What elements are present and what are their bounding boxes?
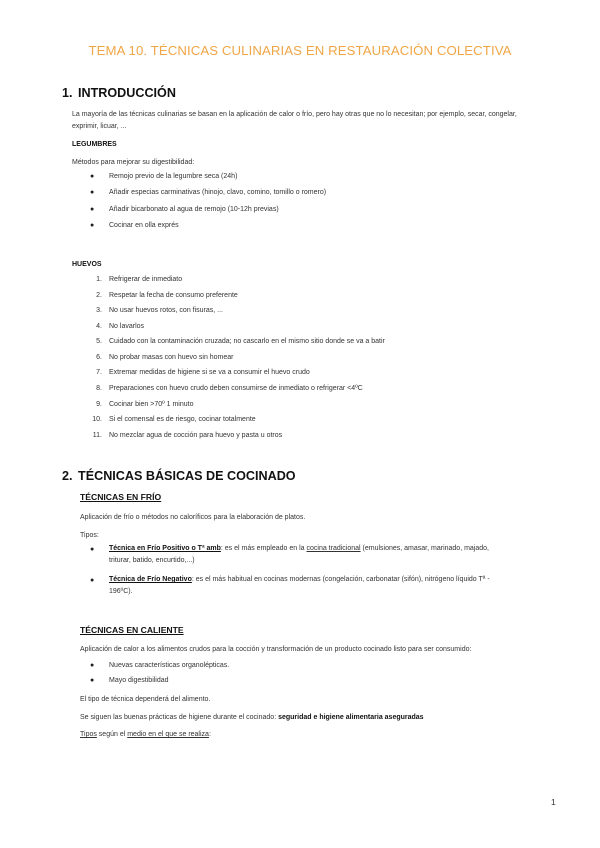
caliente-heading: TÉCNICAS EN CALIENTE bbox=[80, 625, 184, 635]
bullet: ● bbox=[90, 677, 95, 684]
caliente-p2: El tipo de técnica dependerá del alimento. bbox=[80, 696, 211, 703]
frio-heading: TÉCNICAS EN FRÍO bbox=[80, 492, 162, 502]
list-item-frio-positivo bbox=[109, 543, 530, 567]
item-text-line2: 196ºC). bbox=[109, 588, 133, 595]
list-number: 9. bbox=[96, 401, 102, 408]
p3-bold: seguridad e higiene alimentaria aseguradas bbox=[278, 714, 424, 721]
section-title: TÉCNICAS BÁSICAS DE COCINADO bbox=[78, 469, 296, 483]
list-item: Mayo digestibilidad bbox=[109, 677, 169, 684]
bullet: ● bbox=[90, 189, 95, 196]
list-item: Respetar la fecha de consumo preferente bbox=[109, 292, 238, 299]
list-item: Cuidado con la contaminación cruzada; no cascarlo en el mismo sitio donde se va a batir bbox=[109, 338, 385, 345]
caliente-paragraph: Aplicación de calor a los alimentos crudos para la cocción y transformación de un producto cocinado listo para ser consumido: bbox=[80, 646, 472, 653]
legumbres-intro: Métodos para mejorar su digestibilidad: bbox=[72, 159, 195, 166]
frio-paragraph: Aplicación de frío o métodos no caloríficos para la elaboración de platos. bbox=[80, 514, 306, 521]
section-heading-introduccion bbox=[62, 86, 176, 100]
document-title: TEMA 10. TÉCNICAS CULINARIAS EN RESTAURACIÓN COLECTIVA bbox=[88, 43, 512, 58]
p4-underlined: Tipos bbox=[80, 731, 97, 738]
list-item: No mezclar agua de cocción para huevo y pasta u otros bbox=[109, 432, 283, 439]
list-number: 8. bbox=[96, 385, 102, 392]
list-item: Refrigerar de inmediato bbox=[109, 276, 183, 283]
underlined-text: cocina tradicional bbox=[306, 545, 361, 552]
item-text-line2: triturar, batido, encurtido,...) bbox=[109, 557, 195, 564]
list-number: 3. bbox=[96, 307, 102, 314]
p4-text: según el bbox=[96, 731, 128, 738]
list-number: 1. bbox=[96, 276, 102, 283]
bullet: ● bbox=[90, 173, 95, 180]
list-number: 6. bbox=[96, 354, 102, 361]
list-number: 5. bbox=[96, 338, 102, 345]
page-number: 1 bbox=[551, 797, 556, 807]
section-number: 1. bbox=[62, 86, 73, 100]
bullet: ● bbox=[90, 546, 95, 553]
term: Técnica en Frío Positivo o Tª amb bbox=[109, 545, 221, 552]
list-item: No usar huevos rotos, con fisuras, ... bbox=[109, 307, 223, 314]
list-item: Cocinar en olla exprés bbox=[109, 222, 179, 229]
huevos-heading: HUEVOS bbox=[72, 261, 102, 268]
list-item: Preparaciones con huevo crudo deben consumirse de inmediato o refrigerar <4ºC bbox=[109, 385, 363, 392]
intro-paragraph: La mayoría de las técnicas culinarias se basan en la aplicación de calor o frío, pero hay otras que no lo necesitan; por ejemplo, secar, congelar, exprimir, licuar, ... bbox=[72, 111, 517, 131]
list-number: 4. bbox=[96, 323, 102, 330]
bullet: ● bbox=[90, 662, 95, 669]
term: Técnica de Frío Negativo bbox=[109, 576, 192, 583]
list-item-frio-negativo bbox=[109, 574, 530, 598]
bullet: ● bbox=[90, 577, 95, 584]
p4-text: : bbox=[208, 731, 211, 738]
item-text: : es el más habitual en cocinas modernas (congelación, carbonatar (sifón), nitrógeno líquido Tª - bbox=[191, 576, 490, 583]
list-item: Remojo previo de la legumbre seca (24h) bbox=[109, 173, 238, 180]
list-number: 7. bbox=[96, 369, 102, 376]
list-item: Añadir bicarbonato al agua de remojo (10-12h previas) bbox=[109, 206, 279, 213]
list-number: 10. bbox=[92, 416, 102, 423]
list-number: 2. bbox=[96, 292, 102, 299]
section-heading-tecnicas bbox=[62, 469, 296, 483]
bullet: ● bbox=[90, 222, 95, 229]
list-item: Añadir especias carminativas (hinojo, clavo, comino, tomillo o romero) bbox=[109, 189, 327, 196]
p4-underlined: medio en el que se realiza bbox=[127, 731, 209, 738]
list-item: Extremar medidas de higiene si se va a consumir el huevo crudo bbox=[109, 369, 310, 376]
list-item: No probar masas con huevo sin homear bbox=[109, 354, 234, 361]
frio-tipos-label: Tipos: bbox=[80, 532, 99, 539]
caliente-p3 bbox=[80, 712, 546, 724]
list-item: Si el comensal es de riesgo, cocinar totalmente bbox=[109, 416, 256, 423]
bullet: ● bbox=[90, 206, 95, 213]
list-number: 11. bbox=[92, 432, 102, 439]
list-item: Nuevas características organolépticas. bbox=[109, 662, 230, 669]
list-item: No lavarlos bbox=[109, 323, 145, 330]
item-text: : es el más empleado en la bbox=[220, 545, 307, 552]
item-text: (emulsiones, amasar, marinado, majado, bbox=[360, 545, 489, 552]
caliente-p4 bbox=[80, 729, 546, 741]
list-item: Cocinar bien >70º 1 minuto bbox=[109, 401, 194, 408]
p3-text: Se siguen las buenas prácticas de higiene durante el cocinado: bbox=[80, 714, 279, 721]
section-number: 2. bbox=[62, 469, 73, 483]
legumbres-heading: LEGUMBRES bbox=[72, 141, 117, 148]
section-title: INTRODUCCIÓN bbox=[78, 86, 176, 100]
